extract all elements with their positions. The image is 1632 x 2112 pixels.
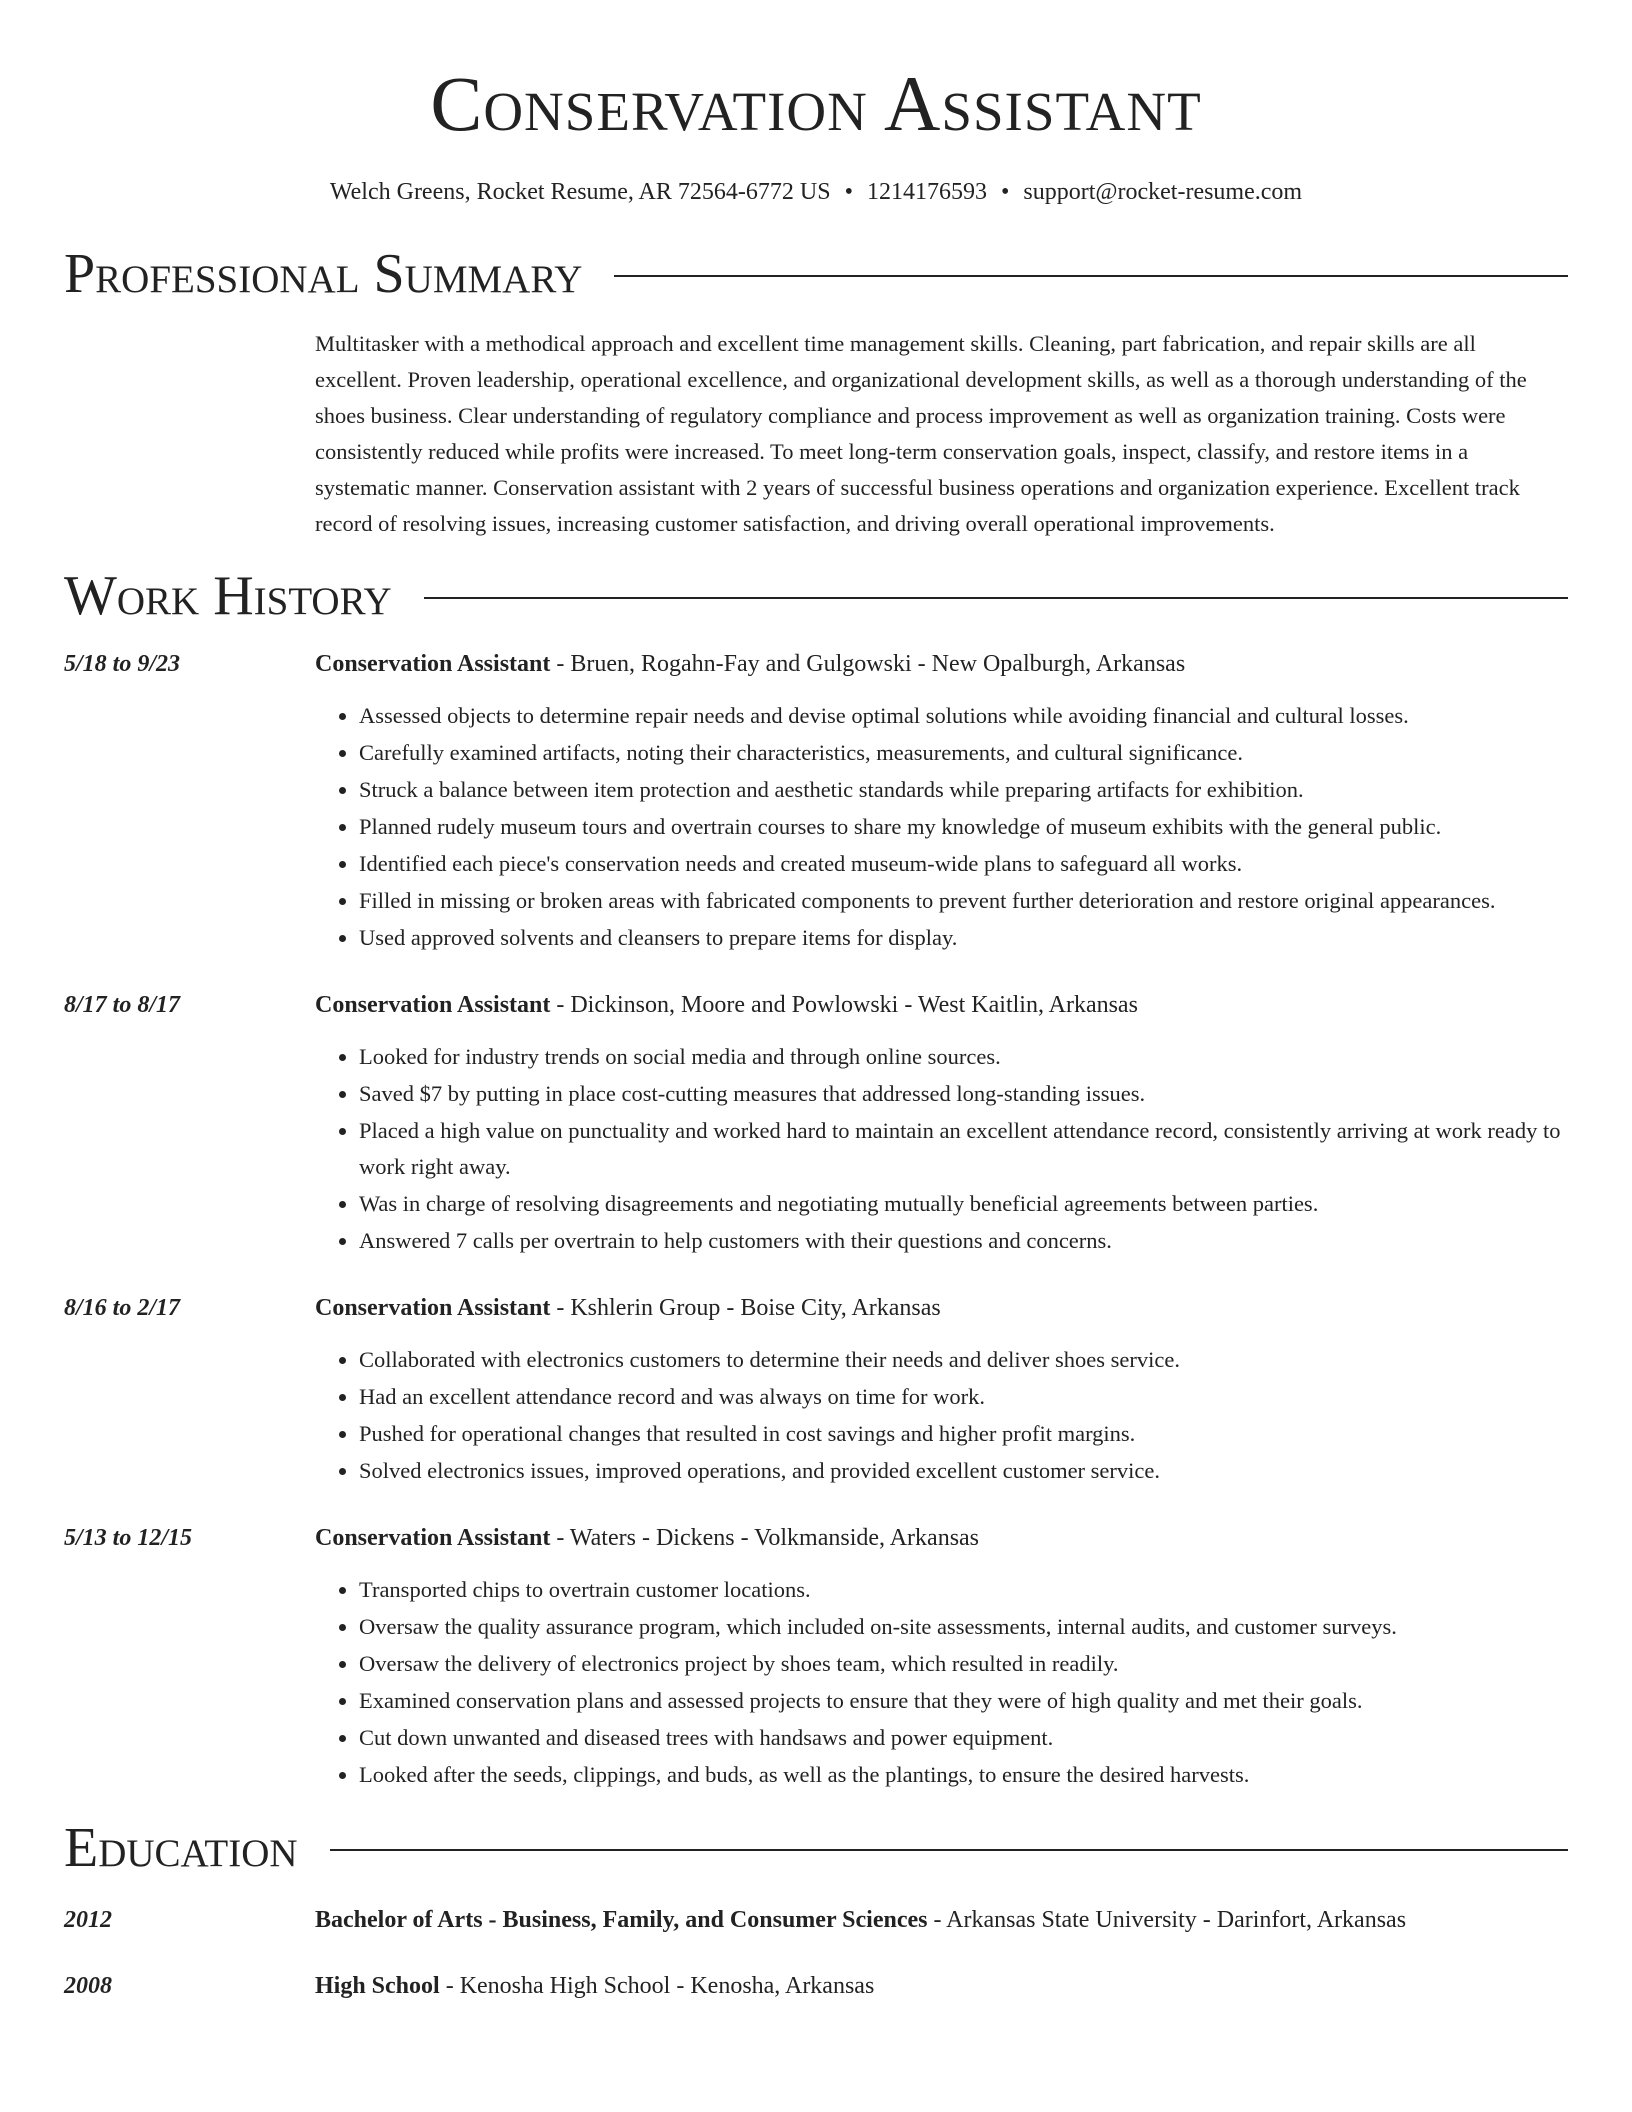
job-title: Conservation Assistant — [315, 992, 551, 1018]
bullet-item: • Placed a high value on punctuality and worked hard to maintain an excellent attendance record, consistently arriving at work ready to work right away. — [359, 1113, 1568, 1185]
job-dates: 8/17 to 8/17 — [64, 992, 181, 1018]
job-title-line — [315, 1290, 1568, 1326]
job-title-line — [315, 1520, 1568, 1556]
bullet-item: • Pushed for operational changes that resulted in cost savings and higher profit margins. — [359, 1416, 1568, 1452]
job-entry — [64, 987, 1568, 1260]
education-entry — [64, 1968, 1568, 2004]
education-year: 2008 — [64, 1973, 112, 1999]
bullet-item: • Collaborated with electronics customers to determine their needs and deliver shoes service. — [359, 1342, 1568, 1378]
job-title-line — [315, 646, 1568, 682]
work-heading: Work History — [64, 565, 392, 627]
job-body — [315, 1520, 1568, 1794]
bullet-item: • Planned rudely museum tours and overtrain courses to share my knowledge of museum exhibits with the general public. — [359, 809, 1568, 845]
contact-separator: • — [1000, 179, 1010, 205]
summary-heading: Professional Summary — [64, 243, 583, 305]
bullet-item: • Filled in missing or broken areas with fabricated components to prevent further deterioration and restore original appearances. — [359, 883, 1568, 919]
education-school-location: - Arkansas State University - Darinfort, Arkansas — [927, 1907, 1407, 1933]
bullet-item: • Transported chips to overtrain customer locations. — [359, 1572, 1568, 1608]
job-entry — [64, 1290, 1568, 1490]
bullet-item: • Had an excellent attendance record and was always on time for work. — [359, 1379, 1568, 1415]
bullet-item: • Oversaw the quality assurance program, which included on-site assessments, internal audits, and customer surveys. — [359, 1609, 1568, 1645]
job-employer-location: - Dickinson, Moore and Powlowski - West Kaitlin, Arkansas — [550, 992, 1138, 1018]
bullet-item: • Assessed objects to determine repair needs and devise optimal solutions while avoiding financial and cultural losses. — [359, 698, 1568, 734]
job-bullets — [315, 1342, 1568, 1489]
contact-address: Welch Greens, Rocket Resume, AR 72564-6772 US — [329, 179, 831, 205]
bullet-item: • Cut down unwanted and diseased trees with handsaws and power equipment. — [359, 1720, 1568, 1756]
job-bullets — [315, 1039, 1568, 1259]
education-heading: Education — [64, 1817, 298, 1879]
bullet-item: • Used approved solvents and cleansers to prepare items for display. — [359, 920, 1568, 956]
section-divider — [614, 275, 1568, 277]
job-title: Conservation Assistant — [315, 1525, 551, 1551]
contact-phone: 1214176593 — [866, 179, 987, 205]
bullet-item: • Answered 7 calls per overtrain to help customers with their questions and concerns. — [359, 1223, 1568, 1259]
job-employer-location: - Kshlerin Group - Boise City, Arkansas — [550, 1295, 941, 1321]
bullet-item: • Oversaw the delivery of electronics project by shoes team, which resulted in readily. — [359, 1646, 1568, 1682]
job-title: Conservation Assistant — [315, 1295, 551, 1321]
bullet-item: • Carefully examined artifacts, noting their characteristics, measurements, and cultural significance. — [359, 735, 1568, 771]
job-dates: 5/13 to 12/15 — [64, 1525, 193, 1551]
bullet-item: • Was in charge of resolving disagreements and negotiating mutually beneficial agreements between parties. — [359, 1186, 1568, 1222]
contact-email: support@rocket-resume.com — [1023, 179, 1303, 205]
job-title: Conservation Assistant — [315, 651, 551, 677]
job-body — [315, 646, 1568, 957]
bullet-item: • Identified each piece's conservation needs and created museum-wide plans to safeguard all works. — [359, 846, 1568, 882]
contact-separator: • — [844, 179, 853, 205]
education-school-location: - Kenosha High School - Kenosha, Arkansas — [439, 1973, 875, 1999]
job-employer-location: - Bruen, Rogahn-Fay and Gulgowski - New Opalburgh, Arkansas — [550, 651, 1186, 677]
bullet-item: • Struck a balance between item protection and aesthetic standards while preparing artifacts for exhibition. — [359, 772, 1568, 808]
job-bullets — [315, 1572, 1568, 1793]
education-section-header — [64, 1816, 1568, 1880]
job-entry — [64, 646, 1568, 957]
education-degree: Bachelor of Arts - Business, Family, and Consumer Sciences — [315, 1907, 928, 1933]
section-divider — [330, 1849, 1568, 1851]
summary-text: Multitasker with a methodical approach and excellent time management skills. Cleaning, part fabrication, and repair skills are all excellent. Proven leadership, operational excellence, and organizational development skills, as well as a thorough understanding of the shoes business. Clear understanding of regulatory compliance and process improvement as well as organization training. Costs were consistently reduced while profits were increased. To meet long-term conservation goals, inspect, classify, and restore items in a systematic manner. Conservation assistant with 2 years of successful business operations and organization experience. Excellent track record of resolving issues, increasing customer satisfaction, and driving overall operational improvements. — [315, 331, 1527, 536]
job-entry — [64, 1520, 1568, 1794]
job-title-line — [315, 987, 1568, 1023]
bullet-item: • Solved electronics issues, improved operations, and provided excellent customer service. — [359, 1453, 1568, 1489]
education-body — [315, 1902, 1568, 1938]
section-divider — [424, 597, 1568, 599]
job-dates: 8/16 to 2/17 — [64, 1295, 181, 1321]
contact-line — [64, 176, 1568, 208]
bullet-item: • Looked after the seeds, clippings, and buds, as well as the plantings, to ensure the desired harvests. — [359, 1757, 1568, 1793]
job-dates: 5/18 to 9/23 — [64, 651, 181, 677]
education-degree: High School — [315, 1973, 440, 1999]
education-year: 2012 — [64, 1907, 112, 1933]
candidate-name: Conservation Assistant — [430, 60, 1202, 147]
job-bullets — [315, 698, 1568, 956]
education-list — [64, 1902, 1568, 2004]
bullet-item: • Looked for industry trends on social media and through online sources. — [359, 1039, 1568, 1075]
work-history-list — [64, 646, 1568, 1794]
work-section-header — [64, 564, 1568, 628]
education-entry — [64, 1902, 1568, 1938]
job-body — [315, 1290, 1568, 1490]
bullet-item: • Saved $7 by putting in place cost-cutting measures that addressed long-standing issues. — [359, 1076, 1568, 1112]
summary-section-header — [64, 242, 1568, 306]
education-body — [315, 1968, 1568, 2004]
job-body — [315, 987, 1568, 1260]
job-employer-location: - Waters - Dickens - Volkmanside, Arkansas — [550, 1525, 980, 1551]
bullet-item: • Examined conservation plans and assessed projects to ensure that they were of high quality and met their goals. — [359, 1683, 1568, 1719]
